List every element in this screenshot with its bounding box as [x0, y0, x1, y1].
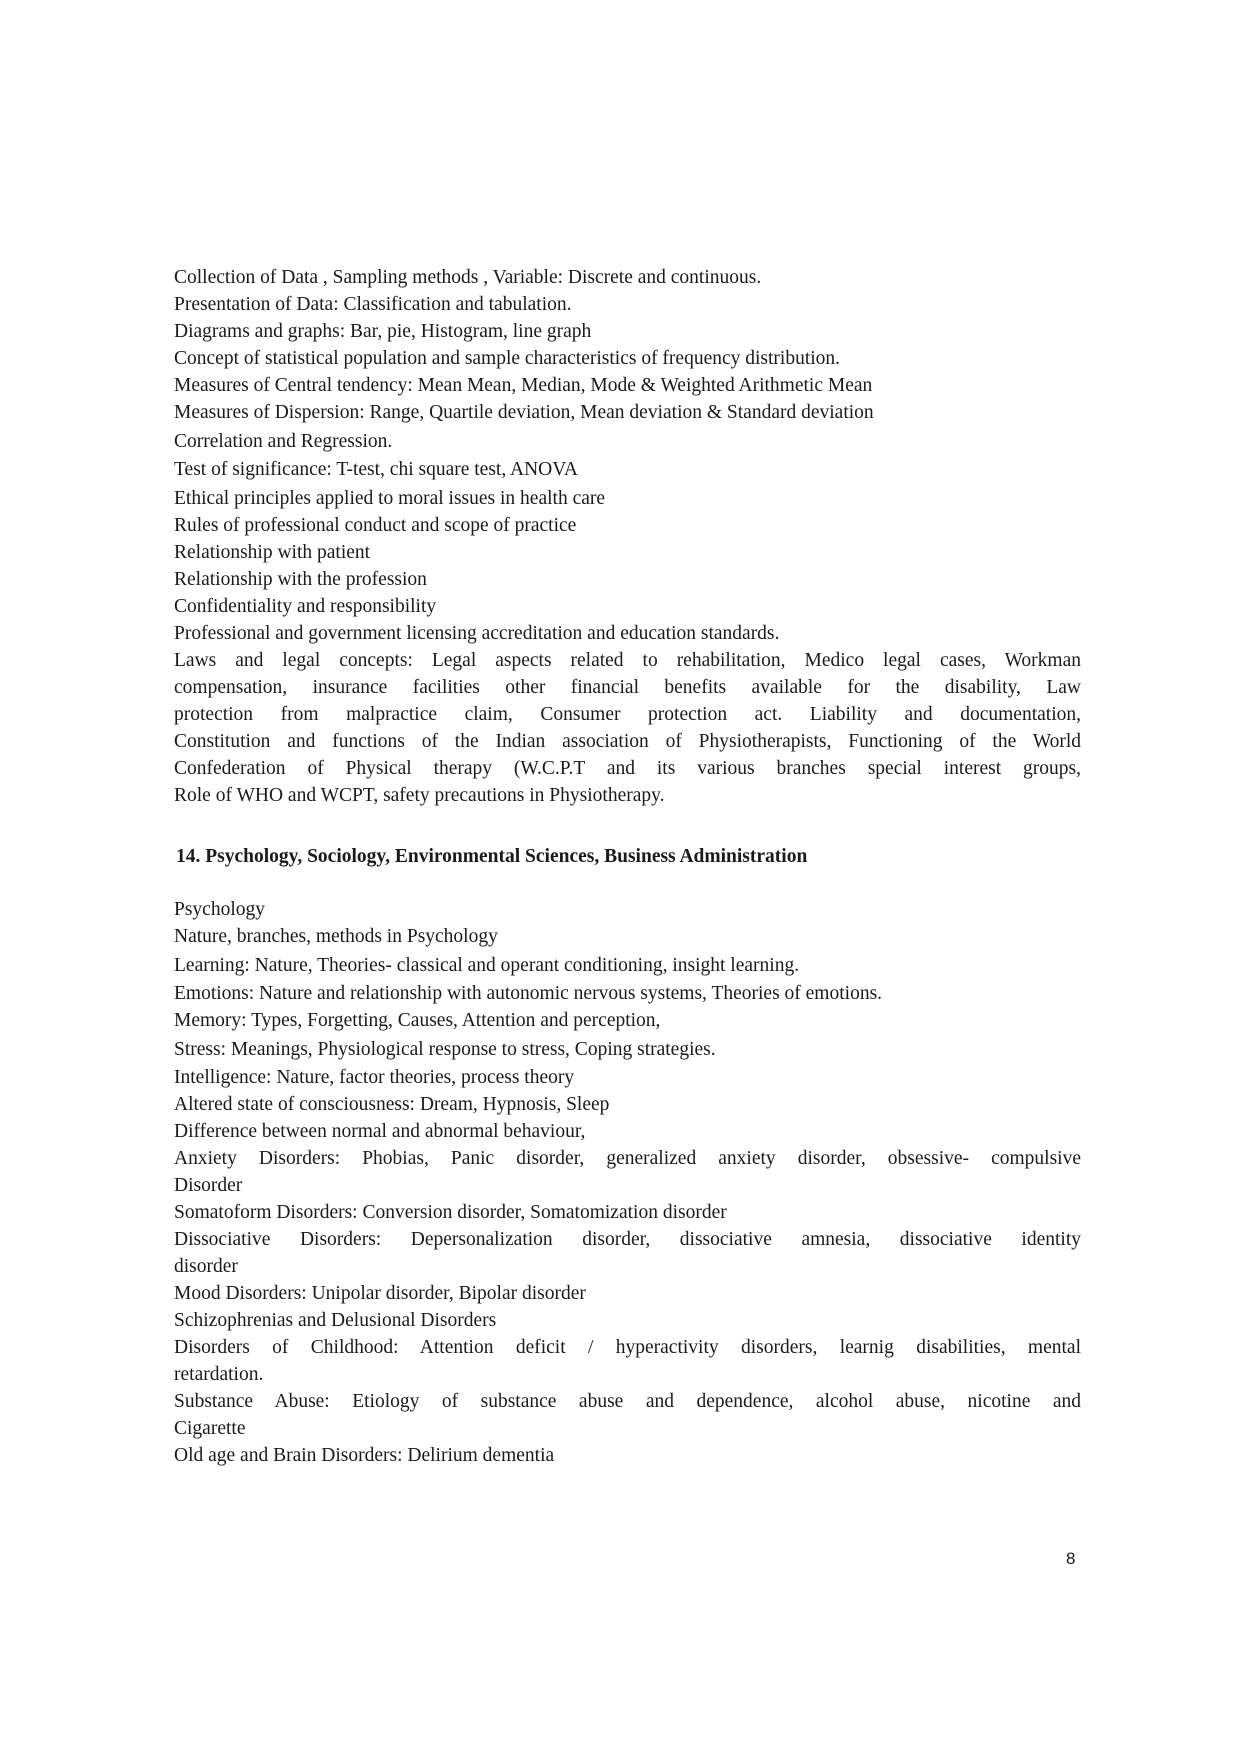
text-line: Memory: Types, Forgetting, Causes, Attention and perception,: [174, 1010, 661, 1031]
text-line: compensation, insurance facilities other financial benefits available for the disability, Law: [174, 677, 1081, 698]
text-line: Presentation of Data: Classification and tabulation.: [174, 294, 572, 315]
page-number: 8: [1066, 1549, 1076, 1568]
text-line: Confederation of Physical therapy (W.C.P.T and its various branches special interest groups,: [174, 758, 1081, 779]
text-line: Old age and Brain Disorders: Delirium dementia: [174, 1445, 555, 1466]
text-line: Role of WHO and WCPT, safety precautions in Physiotherapy.: [174, 785, 665, 806]
text-line: Ethical principles applied to moral issues in health care: [174, 488, 606, 509]
text-line: Constitution and functions of the Indian association of Physiotherapists, Functioning of the World: [174, 731, 1081, 752]
statistics-ethics-section: [174, 264, 1081, 809]
text-line: Substance Abuse: Etiology of substance abuse and dependence, alcohol abuse, nicotine and: [174, 1391, 1081, 1412]
text-line: Altered state of consciousness: Dream, Hypnosis, Sleep: [174, 1094, 610, 1115]
text-line: Diagrams and graphs: Bar, pie, Histogram, line graph: [174, 321, 592, 342]
text-line: Nature, branches, methods in Psychology: [174, 926, 498, 947]
text-line: Stress: Meanings, Physiological response to stress, Coping strategies.: [174, 1039, 716, 1060]
text-line: Learning: Nature, Theories- classical and operant conditioning, insight learning.: [174, 955, 800, 976]
text-line: Intelligence: Nature, factor theories, process theory: [174, 1067, 575, 1088]
text-line: Cigarette: [174, 1418, 246, 1439]
text-line: protection from malpractice claim, Consumer protection act. Liability and documentation,: [174, 704, 1081, 725]
text-line: Relationship with the profession: [174, 569, 427, 590]
text-line: Rules of professional conduct and scope of practice: [174, 515, 577, 536]
text-line: Collection of Data , Sampling methods , Variable: Discrete and continuous.: [174, 267, 762, 288]
text-line: retardation.: [174, 1364, 264, 1385]
text-line: Disorder: [174, 1175, 243, 1196]
psychology-section: [174, 896, 1081, 1469]
text-line: Correlation and Regression.: [174, 431, 393, 452]
text-line: Mood Disorders: Unipolar disorder, Bipolar disorder: [174, 1283, 586, 1304]
text-line: Relationship with patient: [174, 542, 371, 563]
text-line: Psychology: [174, 899, 266, 920]
section-heading: 14. Psychology, Sociology, Environmental Sciences, Business Administration: [176, 846, 808, 867]
text-line: disorder: [174, 1256, 238, 1277]
text-line: Test of significance: T-test, chi square test, ANOVA: [174, 459, 578, 480]
text-line: Confidentiality and responsibility: [174, 596, 437, 617]
text-line: Measures of Central tendency: Mean Mean, Median, Mode & Weighted Arithmetic Mean: [174, 375, 873, 396]
text-line: Disorders of Childhood: Attention deficit / hyperactivity disorders, learnig disabilities, mental: [174, 1337, 1081, 1358]
text-line: Measures of Dispersion: Range, Quartile deviation, Mean deviation & Standard deviation: [174, 402, 874, 423]
text-line: Anxiety Disorders: Phobias, Panic disorder, generalized anxiety disorder, obsessive- compulsive: [174, 1148, 1081, 1169]
text-line: Somatoform Disorders: Conversion disorder, Somatomization disorder: [174, 1202, 727, 1223]
text-line: Dissociative Disorders: Depersonalization disorder, dissociative amnesia, dissociative identity: [174, 1229, 1081, 1250]
text-line: Laws and legal concepts: Legal aspects related to rehabilitation, Medico legal cases, Workman: [174, 650, 1081, 671]
text-line: Professional and government licensing accreditation and education standards.: [174, 623, 780, 644]
text-line: Difference between normal and abnormal behaviour,: [174, 1121, 586, 1142]
text-line: Concept of statistical population and sample characteristics of frequency distribution.: [174, 348, 841, 369]
text-line: Emotions: Nature and relationship with autonomic nervous systems, Theories of emotions.: [174, 983, 883, 1004]
text-line: Schizophrenias and Delusional Disorders: [174, 1310, 497, 1331]
